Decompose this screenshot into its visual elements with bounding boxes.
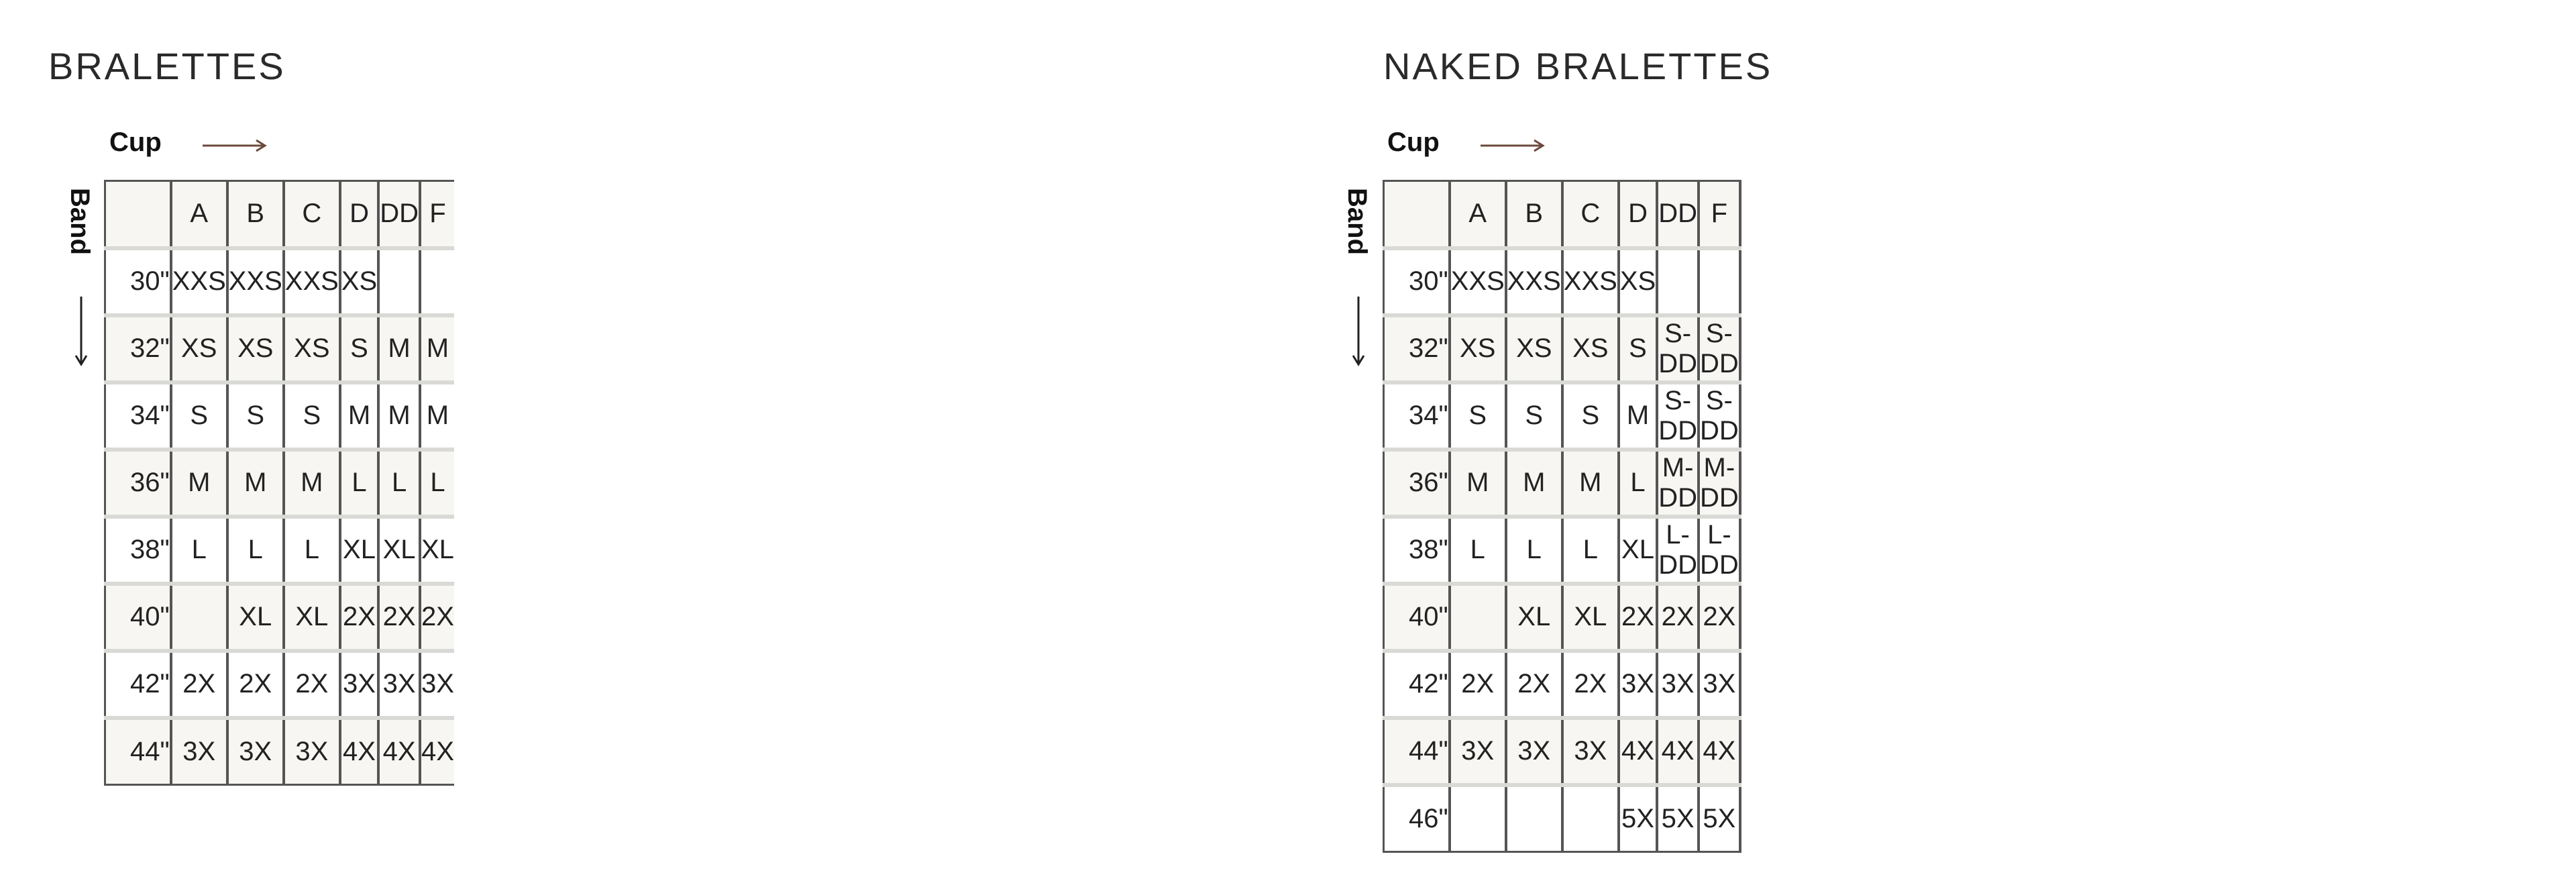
size-cell: XXS — [171, 248, 227, 315]
size-cell: XL — [284, 584, 340, 651]
size-cell: XXS — [1562, 248, 1619, 315]
size-cell: XXS — [1450, 248, 1506, 315]
size-cell: 2X — [1562, 651, 1619, 718]
band-size-cell: 36" — [1384, 450, 1450, 517]
size-cell: XS — [1450, 315, 1506, 382]
cup-axis-label: Cup — [109, 127, 162, 157]
size-cell: S — [1450, 382, 1506, 450]
size-cell: S — [227, 382, 284, 450]
corner-cell — [105, 181, 171, 248]
size-cell: XS — [227, 315, 284, 382]
size-cell: XS — [1562, 315, 1619, 382]
table-row — [105, 584, 454, 651]
size-cell: S-DD — [1657, 382, 1699, 450]
size-cell: 2X — [1619, 584, 1657, 651]
size-cell: 5X — [1619, 785, 1657, 852]
size-cell: XL — [1562, 584, 1619, 651]
band-size-cell: 36" — [105, 450, 171, 517]
size-cell: 3X — [1506, 718, 1562, 785]
cup-header-f: F — [1699, 181, 1740, 248]
size-cell: M — [171, 450, 227, 517]
size-cell: 4X — [378, 718, 420, 785]
table-row — [1384, 584, 1740, 651]
cup-header-c: C — [1562, 181, 1619, 248]
size-cell: M — [1619, 382, 1657, 450]
size-cell: M-DD — [1699, 450, 1740, 517]
cup-header-d: D — [340, 181, 378, 248]
table-row — [1384, 651, 1740, 718]
section-title: NAKED BRALETTES — [1383, 45, 1773, 87]
size-cell: L-DD — [1699, 517, 1740, 584]
size-cell — [1562, 785, 1619, 852]
down-arrow-icon — [68, 295, 95, 369]
size-cell: M — [420, 315, 454, 382]
size-cell — [420, 248, 454, 315]
size-cell: XL — [1619, 517, 1657, 584]
size-cell: 5X — [1657, 785, 1699, 852]
table-row — [1384, 718, 1740, 785]
size-cell: L — [1506, 517, 1562, 584]
size-cell: 3X — [1619, 651, 1657, 718]
size-cell — [1450, 584, 1506, 651]
size-cell: M — [1562, 450, 1619, 517]
size-cell: 3X — [1562, 718, 1619, 785]
size-cell: 4X — [1657, 718, 1699, 785]
size-cell: 2X — [1657, 584, 1699, 651]
size-cell: 2X — [227, 651, 284, 718]
section-title: BRALETTES — [48, 45, 286, 87]
header-row — [105, 181, 454, 248]
size-cell: XS — [340, 248, 378, 315]
size-cell: M — [420, 382, 454, 450]
table-row — [1384, 382, 1740, 450]
size-cell: 3X — [340, 651, 378, 718]
table-row — [1384, 248, 1740, 315]
cup-header-b: B — [1506, 181, 1562, 248]
table-row — [1384, 517, 1740, 584]
size-cell: XL — [420, 517, 454, 584]
size-cell: 3X — [1699, 651, 1740, 718]
size-cell — [1450, 785, 1506, 852]
band-size-cell: 44" — [105, 718, 171, 785]
table-row — [105, 315, 454, 382]
size-cell: M — [1450, 450, 1506, 517]
cup-header-b: B — [227, 181, 284, 248]
cup-header-c: C — [284, 181, 340, 248]
size-cell: 2X — [1699, 584, 1740, 651]
size-cell: S — [1506, 382, 1562, 450]
size-cell: 3X — [171, 718, 227, 785]
table-row — [105, 517, 454, 584]
size-cell: L — [171, 517, 227, 584]
size-chart-table — [1383, 180, 1741, 853]
size-cell: 4X — [1619, 718, 1657, 785]
size-cell: L — [1562, 517, 1619, 584]
band-size-cell: 46" — [1384, 785, 1450, 852]
size-cell: 3X — [227, 718, 284, 785]
table-row — [105, 382, 454, 450]
size-cell: XS — [1619, 248, 1657, 315]
size-cell: L — [227, 517, 284, 584]
size-cell: XL — [378, 517, 420, 584]
size-cell: 4X — [1699, 718, 1740, 785]
band-size-cell: 40" — [105, 584, 171, 651]
size-cell: L — [1619, 450, 1657, 517]
size-cell: S-DD — [1699, 315, 1740, 382]
band-size-cell: 38" — [1384, 517, 1450, 584]
size-cell — [1657, 248, 1699, 315]
size-cell — [171, 584, 227, 651]
size-cell: M — [284, 450, 340, 517]
table-row — [1384, 785, 1740, 852]
right-arrow-icon — [201, 132, 268, 159]
size-cell — [1699, 248, 1740, 315]
table-row — [105, 651, 454, 718]
size-cell: L — [284, 517, 340, 584]
size-cell: M — [378, 382, 420, 450]
size-cell: 4X — [340, 718, 378, 785]
size-cell: 2X — [284, 651, 340, 718]
size-cell: 2X — [171, 651, 227, 718]
band-size-cell: 42" — [1384, 651, 1450, 718]
cup-header-d: D — [1619, 181, 1657, 248]
cup-header-a: A — [1450, 181, 1506, 248]
size-cell: 3X — [378, 651, 420, 718]
size-cell: S — [340, 315, 378, 382]
size-cell: S — [1562, 382, 1619, 450]
size-cell: 5X — [1699, 785, 1740, 852]
cup-header-dd: DD — [378, 181, 420, 248]
size-cell: 3X — [1657, 651, 1699, 718]
size-cell: XS — [1506, 315, 1562, 382]
cup-header-dd: DD — [1657, 181, 1699, 248]
size-cell: 3X — [1450, 718, 1506, 785]
header-row — [1384, 181, 1740, 248]
size-cell: XL — [340, 517, 378, 584]
size-cell: L — [378, 450, 420, 517]
table-row — [1384, 450, 1740, 517]
size-cell: 4X — [420, 718, 454, 785]
size-cell: 2X — [378, 584, 420, 651]
size-cell: M — [227, 450, 284, 517]
band-size-cell: 38" — [105, 517, 171, 584]
table-row — [105, 248, 454, 315]
size-cell: L-DD — [1657, 517, 1699, 584]
cup-header-f: F — [420, 181, 454, 248]
size-cell: L — [1450, 517, 1506, 584]
size-cell: XL — [227, 584, 284, 651]
size-cell: 2X — [340, 584, 378, 651]
table-row — [105, 718, 454, 785]
size-cell: M-DD — [1657, 450, 1699, 517]
cup-axis-label: Cup — [1387, 127, 1440, 157]
size-cell: XS — [171, 315, 227, 382]
table-row — [105, 450, 454, 517]
band-size-cell: 30" — [105, 248, 171, 315]
size-cell: L — [340, 450, 378, 517]
size-cell: S — [171, 382, 227, 450]
band-size-cell: 30" — [1384, 248, 1450, 315]
size-cell — [1506, 785, 1562, 852]
size-cell: M — [1506, 450, 1562, 517]
corner-cell — [1384, 181, 1450, 248]
size-cell: XXS — [1506, 248, 1562, 315]
size-cell: S — [284, 382, 340, 450]
size-cell: XS — [284, 315, 340, 382]
band-size-cell: 34" — [1384, 382, 1450, 450]
cup-header-a: A — [171, 181, 227, 248]
size-cell: S-DD — [1657, 315, 1699, 382]
size-cell: M — [340, 382, 378, 450]
size-cell: S-DD — [1699, 382, 1740, 450]
size-chart-table — [104, 180, 454, 786]
size-cell: XL — [1506, 584, 1562, 651]
band-size-cell: 32" — [105, 315, 171, 382]
band-size-cell: 32" — [1384, 315, 1450, 382]
band-axis-label: Band — [65, 188, 95, 255]
size-cell: XXS — [227, 248, 284, 315]
size-cell — [378, 248, 420, 315]
size-cell: 2X — [1506, 651, 1562, 718]
band-size-cell: 44" — [1384, 718, 1450, 785]
size-cell: XXS — [284, 248, 340, 315]
size-cell: 3X — [420, 651, 454, 718]
size-cell: 2X — [420, 584, 454, 651]
down-arrow-icon — [1345, 295, 1372, 369]
band-size-cell: 42" — [105, 651, 171, 718]
size-cell: 3X — [284, 718, 340, 785]
band-axis-label: Band — [1342, 188, 1372, 255]
table-row — [1384, 315, 1740, 382]
band-size-cell: 40" — [1384, 584, 1450, 651]
right-arrow-icon — [1479, 132, 1546, 159]
size-cell: 2X — [1450, 651, 1506, 718]
size-cell: M — [378, 315, 420, 382]
size-cell: S — [1619, 315, 1657, 382]
size-cell: L — [420, 450, 454, 517]
band-size-cell: 34" — [105, 382, 171, 450]
